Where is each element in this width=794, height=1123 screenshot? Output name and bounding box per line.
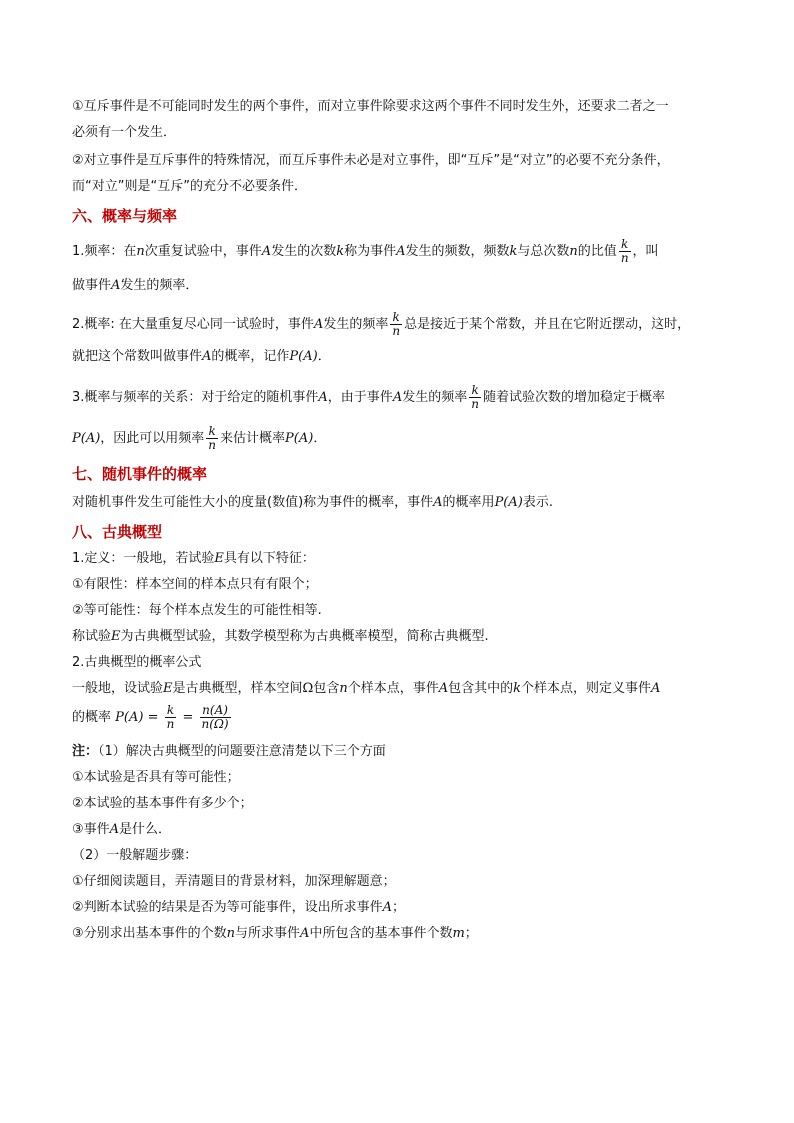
section-heading-8: 八、古典概型 xyxy=(72,523,163,541)
text-line: ③分别求出基本事件的个数n与所求事件A中所包含的基本事件个数m； xyxy=(72,926,478,941)
text-line: ③事件A是什么． xyxy=(72,822,172,837)
text-line: （2）一般解题步骤： xyxy=(72,848,198,863)
fraction-nA-over-nOmega: $\frac{n(A)}{n(\Omega)}$ xyxy=(201,703,229,731)
text-line: 1.频率：在n次重复试验中，事件A发生的次数k称为事件A发生的频数，频数k与总次数n的比值 $\frac{k}{n}$ ，叫 xyxy=(72,237,659,265)
text-line: ①有限性：样本空间的样本点只有有限个； xyxy=(72,577,318,592)
text-line: ①本试验是否具有等可能性； xyxy=(72,770,240,785)
text-line: 而“对立”则是“互斥”的充分不必要条件． xyxy=(72,179,307,194)
probability-formula-line: 的概率 P(A) = $\frac{k}{n}$ = $\frac{n(A)}{n(\Omega)}$ xyxy=(72,703,229,731)
text-line: ①仔细阅读题目，弄清题目的背景材料，加深理解题意； xyxy=(72,874,396,889)
text-line: 对随机事件发生可能性大小的度量(数值)称为事件的概率，事件A的概率用P(A)表示. xyxy=(72,495,553,510)
fraction-k-over-n: $\frac{k}{n}$ xyxy=(620,237,629,265)
fraction-k-over-n: $\frac{k}{n}$ xyxy=(471,383,479,411)
fraction-k-over-n: $\frac{k}{n}$ xyxy=(392,310,401,338)
note-label: 注： xyxy=(72,744,99,759)
text-line: ②本试验的基本事件有多少个； xyxy=(72,796,253,811)
section-heading-6: 六、概率与频率 xyxy=(72,207,178,225)
text-line: 就把这个常数叫做事件A的概率，记作P(A)． xyxy=(72,349,331,364)
text-line: 一般地，设试验E是古典概型，样本空间Ω包含n个样本点，事件A包含其中的k个样本点，则定义事件A xyxy=(72,681,661,696)
text-line: 做事件A发生的频率． xyxy=(72,278,199,293)
text-line: 3.概率与频率的关系：对于给定的随机事件A，由于事件A发生的频率 $\frac{k}{n}$ 随着试验次数的增加稳定于概率 xyxy=(72,383,665,411)
text-line: 1.定义：一般地，若试验E具有以下特征： xyxy=(72,551,315,566)
text-line: 2.概率: 在大量重复尽心同一试验时，事件A发生的频率 $\frac{k}{n}$ 总是接近于某个常数，并且在它附近摆动，这时， xyxy=(72,310,691,338)
text-line: ①互斥事件是不可能同时发生的两个事件，而对立事件除要求这两个事件不同时发生外，还要求二者之一 xyxy=(72,99,669,114)
fraction-k-over-n: $\frac{k}{n}$ xyxy=(166,703,175,731)
text-line: ②对立事件是互斥事件的特殊情况，而互斥事件未必是对立事件，即“互斥”是“对立”的必要不充分条件， xyxy=(72,153,670,168)
fraction-k-over-n: $\frac{k}{n}$ xyxy=(208,424,217,452)
text-line: 注：（1）解决古典概型的问题要注意清楚以下三个方面 xyxy=(72,744,386,759)
text-line: P(A)，因此可以用频率 $\frac{k}{n}$ 来估计概率P(A)． xyxy=(72,424,327,452)
text-line: ②判断本试验的结果是否为等可能事件，设出所求事件A； xyxy=(72,900,406,915)
text-line: 2.古典概型的概率公式 xyxy=(72,655,202,670)
text-line: ②等可能性：每个样本点发生的可能性相等. xyxy=(72,603,322,618)
section-heading-7: 七、随机事件的概率 xyxy=(72,465,208,483)
text-line: 称试验E为古典概型试验，其数学模型称为古典概率模型，简称古典概型. xyxy=(72,629,489,644)
text-line: 必须有一个发生． xyxy=(72,125,177,140)
document-page xyxy=(72,88,724,943)
